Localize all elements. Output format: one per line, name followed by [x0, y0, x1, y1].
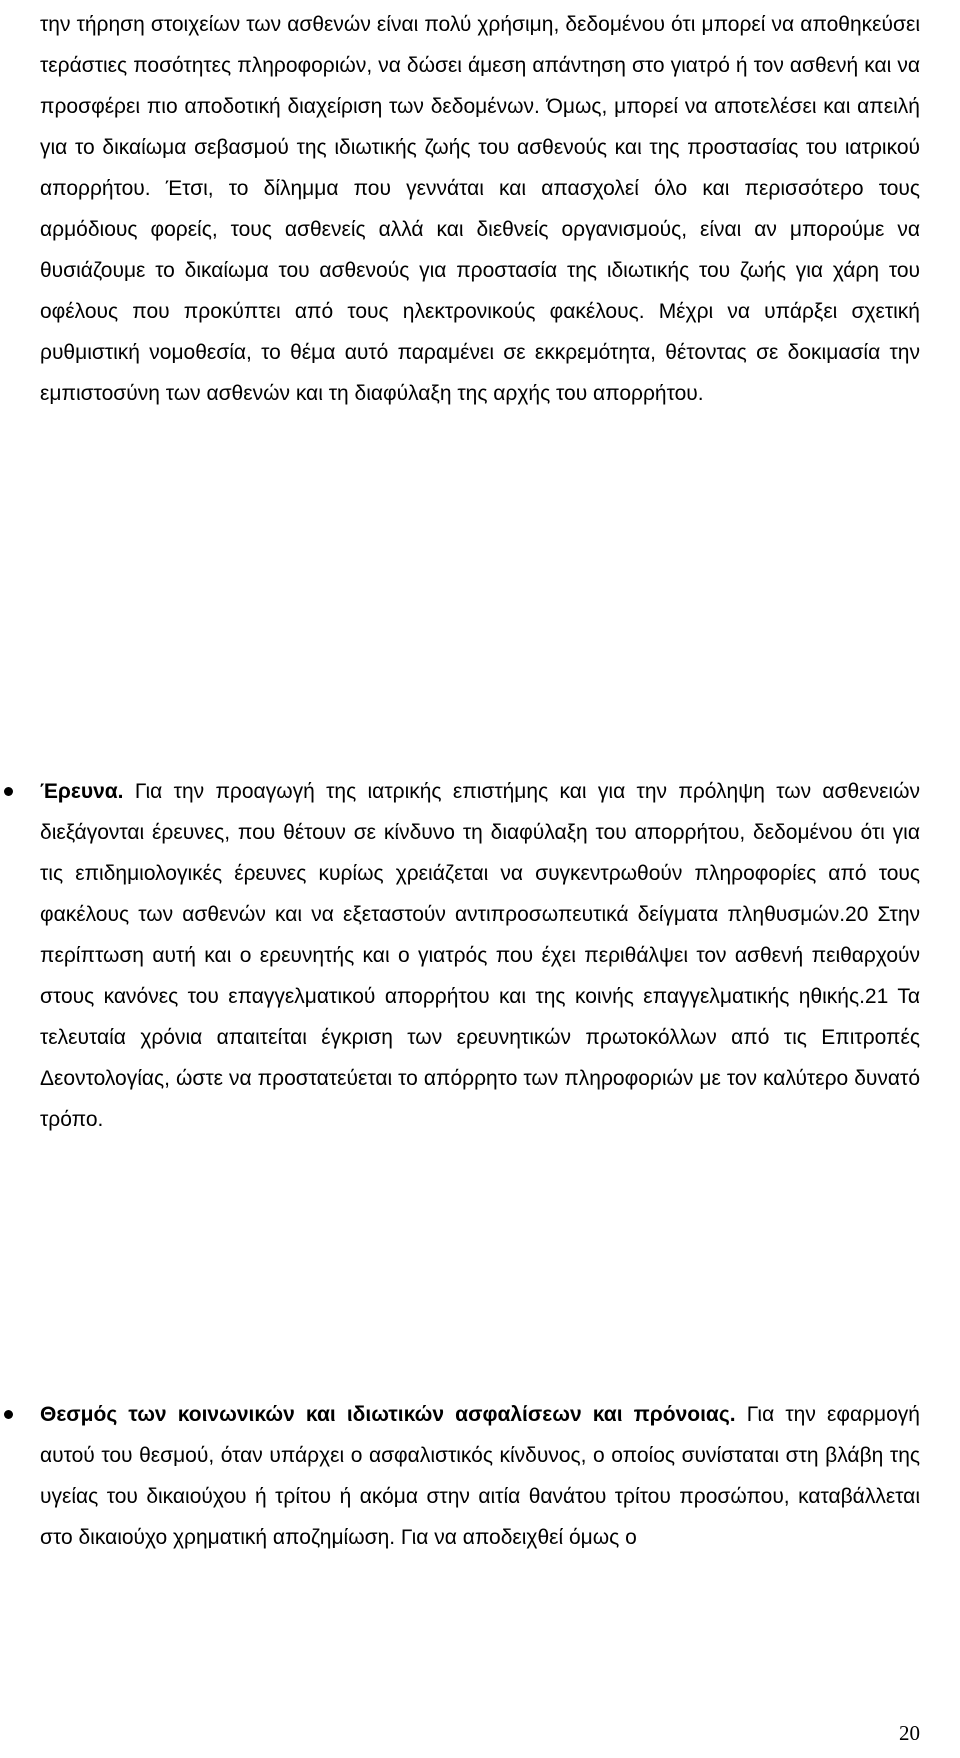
- bullet-item-text: [40, 1394, 920, 1558]
- bullet-item-body: Για την προαγωγή της ιατρικής επιστήμης και για την πρόληψη των ασθενειών διεξάγονται έρευνες, που θέτουν σε κίνδυνο τη διαφύλαξη του απορρήτου, δεδομένου ότι για τις επιδημιολογικές έρευνες κυρίως χρειάζεται να συγκεντρωθούν πληροφορίες από τους φακέλους των ασθενών και να εξεταστούν αντιπροσωπευτικά δείγματα πληθυσμών.20 Στην περίπτωση αυτή και ο ερευνητής και ο γιατρός που έχει περιθάλψει τον ασθενή πειθαρχούν στους κανόνες του επαγγελματικού απορρήτου και της κοινής επαγγελματικής ηθικής.21 Τα τελευταία χρόνια απαιτείται έγκριση των ερευνητικών πρωτοκόλλων από τις Επιτροπές Δεοντολογίας, ώστε να προστατεύεται το απόρρητο των πληροφοριών με τον καλύτερο δυνατό τρόπο.: [40, 780, 920, 1131]
- bullet-icon: [4, 1410, 13, 1419]
- bullet-item-lead: Θεσμός των κοινωνικών και ιδιωτικών ασφαλίσεων και πρόνοιας.: [40, 1403, 736, 1426]
- intro-paragraph: την τήρηση στοιχείων των ασθενών είναι πολύ χρήσιμη, δεδομένου ότι μπορεί να αποθηκεύσει τεράστιες ποσότητες πληροφοριών, να δώσει άμεση απάντηση στο γιατρό ή τον ασθενή και να προσφέρει πιο αποδοτική διαχείριση των δεδομένων. Όμως, μπορεί να αποτελέσει και απειλή για το δικαίωμα σεβασμού της ιδιωτικής ζωής του ασθενούς και της προστασίας του ιατρικού απορρήτου. Έτσι, το δίλημμα που γεννάται και απασχολεί όλο και περισσότερο τους αρμόδιους φορείς, τους ασθενείς αλλά και διεθνείς οργανισμούς, είναι αν μπορούμε να θυσιάζουμε το δικαίωμα του ασθενούς για προστασία της ιδιωτικής του ζωής για χάρη του οφέλους που προκύπτει από τους ηλεκτρονικούς φακέλους. Μέχρι να υπάρξει σχετική ρυθμιστική νομοθεσία, το θέμα αυτό παραμένει σε εκκρεμότητα, θέτοντας σε δοκιμασία την εμπιστοσύνη των ασθενών και τη διαφύλαξη της αρχής του απορρήτου.: [40, 13, 920, 405]
- bullet-item-lead: Έρευνα.: [40, 780, 124, 803]
- bullet-item-body: Για την εφαρμογή αυτού του θεσμού, όταν υπάρχει ο ασφαλιστικός κίνδυνος, ο οποίος συνίσταται στη βλάβη της υγείας του δικαιούχου ή τρίτου ή ακόμα στην αιτία θανάτου τρίτου προσώπου, καταβάλλεται στο δικαιούχο χρηματική αποζημίωση. Για να αποδειχθεί όμως ο: [40, 1403, 920, 1549]
- bullet-item-text: [40, 771, 920, 1140]
- page-number: 20: [899, 1721, 920, 1745]
- bullet-icon: [4, 787, 13, 796]
